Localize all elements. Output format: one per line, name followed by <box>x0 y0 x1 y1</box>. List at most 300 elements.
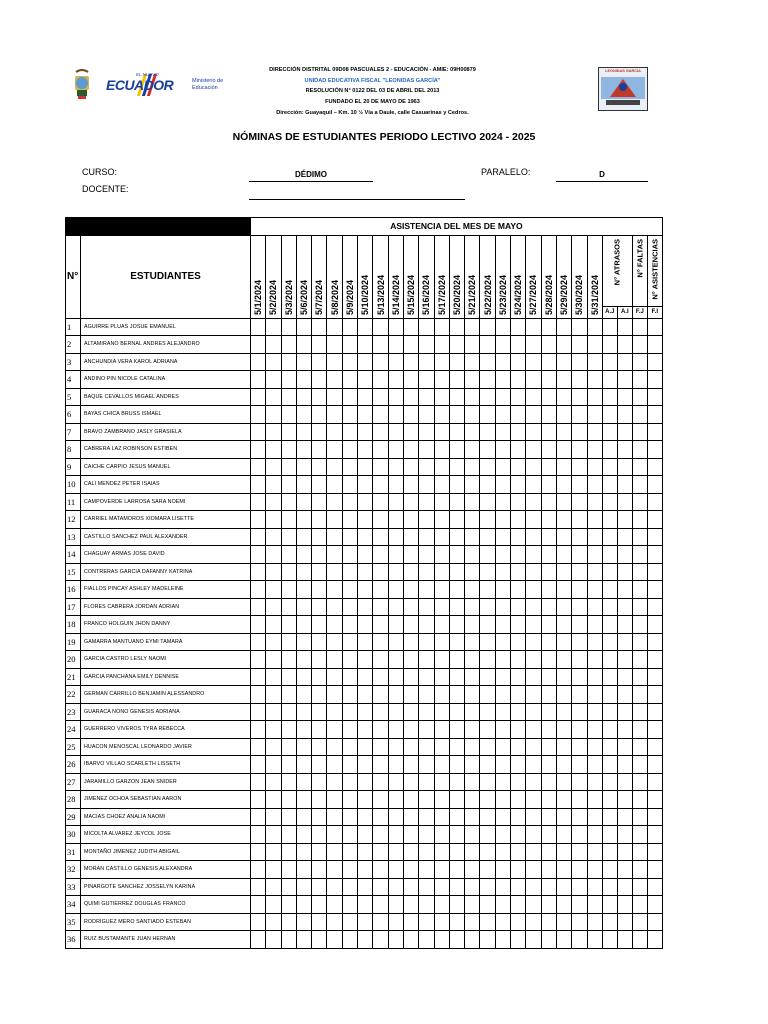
attendance-cell[interactable] <box>541 703 556 721</box>
attendance-cell[interactable] <box>511 581 526 599</box>
attendance-cell[interactable] <box>266 808 281 826</box>
attendance-cell[interactable] <box>465 458 480 476</box>
attendance-cell[interactable] <box>434 826 449 844</box>
attendance-cell[interactable] <box>358 528 373 546</box>
attendance-cell[interactable] <box>541 406 556 424</box>
summary-cell[interactable] <box>632 633 647 651</box>
attendance-cell[interactable] <box>587 511 602 529</box>
attendance-cell[interactable] <box>572 493 587 511</box>
attendance-cell[interactable] <box>480 511 495 529</box>
attendance-cell[interactable] <box>358 896 373 914</box>
attendance-cell[interactable] <box>541 493 556 511</box>
summary-cell[interactable] <box>632 668 647 686</box>
attendance-cell[interactable] <box>587 633 602 651</box>
attendance-cell[interactable] <box>526 633 541 651</box>
attendance-cell[interactable] <box>327 493 342 511</box>
attendance-cell[interactable] <box>556 896 571 914</box>
attendance-cell[interactable] <box>281 388 296 406</box>
attendance-cell[interactable] <box>526 441 541 459</box>
attendance-cell[interactable] <box>342 773 357 791</box>
attendance-cell[interactable] <box>312 791 327 809</box>
attendance-cell[interactable] <box>296 458 311 476</box>
summary-cell[interactable] <box>602 878 617 896</box>
attendance-cell[interactable] <box>526 388 541 406</box>
attendance-cell[interactable] <box>419 458 434 476</box>
attendance-cell[interactable] <box>373 738 388 756</box>
attendance-cell[interactable] <box>327 616 342 634</box>
attendance-cell[interactable] <box>327 896 342 914</box>
attendance-cell[interactable] <box>511 563 526 581</box>
attendance-cell[interactable] <box>358 563 373 581</box>
attendance-cell[interactable] <box>526 931 541 949</box>
attendance-cell[interactable] <box>556 738 571 756</box>
summary-cell[interactable] <box>647 756 662 774</box>
attendance-cell[interactable] <box>373 633 388 651</box>
attendance-cell[interactable] <box>388 353 403 371</box>
summary-cell[interactable] <box>647 773 662 791</box>
attendance-cell[interactable] <box>495 633 510 651</box>
attendance-cell[interactable] <box>572 633 587 651</box>
summary-cell[interactable] <box>632 861 647 879</box>
attendance-cell[interactable] <box>556 563 571 581</box>
attendance-cell[interactable] <box>465 896 480 914</box>
attendance-cell[interactable] <box>541 511 556 529</box>
attendance-cell[interactable] <box>296 773 311 791</box>
attendance-cell[interactable] <box>327 336 342 354</box>
attendance-cell[interactable] <box>526 563 541 581</box>
attendance-cell[interactable] <box>403 651 418 669</box>
attendance-cell[interactable] <box>587 458 602 476</box>
attendance-cell[interactable] <box>572 598 587 616</box>
attendance-cell[interactable] <box>572 318 587 336</box>
attendance-cell[interactable] <box>434 668 449 686</box>
attendance-cell[interactable] <box>587 388 602 406</box>
summary-cell[interactable] <box>632 441 647 459</box>
attendance-cell[interactable] <box>419 318 434 336</box>
summary-cell[interactable] <box>602 861 617 879</box>
attendance-cell[interactable] <box>403 441 418 459</box>
attendance-cell[interactable] <box>327 721 342 739</box>
attendance-cell[interactable] <box>373 913 388 931</box>
summary-cell[interactable] <box>617 808 632 826</box>
attendance-cell[interactable] <box>296 318 311 336</box>
attendance-cell[interactable] <box>327 458 342 476</box>
attendance-cell[interactable] <box>465 336 480 354</box>
attendance-cell[interactable] <box>526 528 541 546</box>
attendance-cell[interactable] <box>358 773 373 791</box>
attendance-cell[interactable] <box>556 458 571 476</box>
attendance-cell[interactable] <box>312 336 327 354</box>
attendance-cell[interactable] <box>296 843 311 861</box>
attendance-cell[interactable] <box>296 563 311 581</box>
attendance-cell[interactable] <box>327 756 342 774</box>
attendance-cell[interactable] <box>480 458 495 476</box>
attendance-cell[interactable] <box>266 511 281 529</box>
attendance-cell[interactable] <box>587 563 602 581</box>
attendance-cell[interactable] <box>266 843 281 861</box>
attendance-cell[interactable] <box>281 598 296 616</box>
summary-cell[interactable] <box>617 861 632 879</box>
summary-cell[interactable] <box>602 353 617 371</box>
attendance-cell[interactable] <box>251 826 266 844</box>
summary-cell[interactable] <box>647 423 662 441</box>
attendance-cell[interactable] <box>587 423 602 441</box>
attendance-cell[interactable] <box>358 756 373 774</box>
attendance-cell[interactable] <box>434 336 449 354</box>
attendance-cell[interactable] <box>251 791 266 809</box>
attendance-cell[interactable] <box>251 756 266 774</box>
attendance-cell[interactable] <box>556 441 571 459</box>
attendance-cell[interactable] <box>281 616 296 634</box>
attendance-cell[interactable] <box>281 861 296 879</box>
attendance-cell[interactable] <box>572 458 587 476</box>
summary-cell[interactable] <box>602 896 617 914</box>
attendance-cell[interactable] <box>587 616 602 634</box>
summary-cell[interactable] <box>617 353 632 371</box>
attendance-cell[interactable] <box>495 598 510 616</box>
attendance-cell[interactable] <box>419 511 434 529</box>
attendance-cell[interactable] <box>281 651 296 669</box>
attendance-cell[interactable] <box>296 371 311 389</box>
attendance-cell[interactable] <box>312 493 327 511</box>
attendance-cell[interactable] <box>266 703 281 721</box>
attendance-cell[interactable] <box>587 686 602 704</box>
attendance-cell[interactable] <box>373 598 388 616</box>
attendance-cell[interactable] <box>587 703 602 721</box>
summary-cell[interactable] <box>617 791 632 809</box>
attendance-cell[interactable] <box>312 598 327 616</box>
attendance-cell[interactable] <box>511 896 526 914</box>
attendance-cell[interactable] <box>556 598 571 616</box>
attendance-cell[interactable] <box>572 738 587 756</box>
attendance-cell[interactable] <box>434 563 449 581</box>
summary-cell[interactable] <box>617 581 632 599</box>
summary-cell[interactable] <box>602 668 617 686</box>
attendance-cell[interactable] <box>587 756 602 774</box>
attendance-cell[interactable] <box>251 686 266 704</box>
attendance-cell[interactable] <box>495 353 510 371</box>
attendance-cell[interactable] <box>572 861 587 879</box>
attendance-cell[interactable] <box>251 878 266 896</box>
attendance-cell[interactable] <box>419 861 434 879</box>
attendance-cell[interactable] <box>449 633 464 651</box>
attendance-cell[interactable] <box>388 721 403 739</box>
attendance-cell[interactable] <box>388 773 403 791</box>
summary-cell[interactable] <box>647 458 662 476</box>
attendance-cell[interactable] <box>358 703 373 721</box>
attendance-cell[interactable] <box>556 581 571 599</box>
summary-cell[interactable] <box>602 563 617 581</box>
attendance-cell[interactable] <box>373 756 388 774</box>
attendance-cell[interactable] <box>373 931 388 949</box>
attendance-cell[interactable] <box>587 843 602 861</box>
summary-cell[interactable] <box>647 738 662 756</box>
attendance-cell[interactable] <box>449 843 464 861</box>
attendance-cell[interactable] <box>419 598 434 616</box>
attendance-cell[interactable] <box>312 738 327 756</box>
attendance-cell[interactable] <box>388 336 403 354</box>
attendance-cell[interactable] <box>266 896 281 914</box>
attendance-cell[interactable] <box>434 721 449 739</box>
attendance-cell[interactable] <box>526 598 541 616</box>
attendance-cell[interactable] <box>572 686 587 704</box>
attendance-cell[interactable] <box>465 441 480 459</box>
attendance-cell[interactable] <box>281 318 296 336</box>
summary-cell[interactable] <box>602 406 617 424</box>
summary-cell[interactable] <box>647 808 662 826</box>
summary-cell[interactable] <box>647 931 662 949</box>
attendance-cell[interactable] <box>266 913 281 931</box>
attendance-cell[interactable] <box>358 371 373 389</box>
attendance-cell[interactable] <box>266 756 281 774</box>
attendance-cell[interactable] <box>511 861 526 879</box>
attendance-cell[interactable] <box>312 686 327 704</box>
attendance-cell[interactable] <box>526 476 541 494</box>
attendance-cell[interactable] <box>480 756 495 774</box>
summary-cell[interactable] <box>617 598 632 616</box>
attendance-cell[interactable] <box>587 406 602 424</box>
attendance-cell[interactable] <box>511 441 526 459</box>
attendance-cell[interactable] <box>572 931 587 949</box>
attendance-cell[interactable] <box>541 441 556 459</box>
summary-cell[interactable] <box>602 511 617 529</box>
attendance-cell[interactable] <box>296 756 311 774</box>
attendance-cell[interactable] <box>572 808 587 826</box>
summary-cell[interactable] <box>602 528 617 546</box>
summary-cell[interactable] <box>602 581 617 599</box>
attendance-cell[interactable] <box>587 353 602 371</box>
attendance-cell[interactable] <box>465 371 480 389</box>
attendance-cell[interactable] <box>541 738 556 756</box>
attendance-cell[interactable] <box>312 458 327 476</box>
attendance-cell[interactable] <box>480 773 495 791</box>
attendance-cell[interactable] <box>511 353 526 371</box>
attendance-cell[interactable] <box>296 896 311 914</box>
attendance-cell[interactable] <box>266 406 281 424</box>
attendance-cell[interactable] <box>266 773 281 791</box>
attendance-cell[interactable] <box>526 756 541 774</box>
attendance-cell[interactable] <box>526 878 541 896</box>
attendance-cell[interactable] <box>495 808 510 826</box>
attendance-cell[interactable] <box>281 931 296 949</box>
attendance-cell[interactable] <box>373 493 388 511</box>
attendance-cell[interactable] <box>312 756 327 774</box>
attendance-cell[interactable] <box>449 703 464 721</box>
attendance-cell[interactable] <box>281 703 296 721</box>
attendance-cell[interactable] <box>495 931 510 949</box>
attendance-cell[interactable] <box>358 808 373 826</box>
attendance-cell[interactable] <box>388 546 403 564</box>
attendance-cell[interactable] <box>251 336 266 354</box>
summary-cell[interactable] <box>602 458 617 476</box>
attendance-cell[interactable] <box>449 738 464 756</box>
attendance-cell[interactable] <box>511 721 526 739</box>
summary-cell[interactable] <box>602 493 617 511</box>
attendance-cell[interactable] <box>296 598 311 616</box>
attendance-cell[interactable] <box>480 686 495 704</box>
attendance-cell[interactable] <box>449 756 464 774</box>
summary-cell[interactable] <box>632 563 647 581</box>
attendance-cell[interactable] <box>403 336 418 354</box>
attendance-cell[interactable] <box>388 371 403 389</box>
attendance-cell[interactable] <box>296 878 311 896</box>
attendance-cell[interactable] <box>419 896 434 914</box>
attendance-cell[interactable] <box>419 826 434 844</box>
attendance-cell[interactable] <box>296 808 311 826</box>
summary-cell[interactable] <box>632 913 647 931</box>
attendance-cell[interactable] <box>541 686 556 704</box>
attendance-cell[interactable] <box>373 686 388 704</box>
attendance-cell[interactable] <box>556 686 571 704</box>
attendance-cell[interactable] <box>403 896 418 914</box>
summary-cell[interactable] <box>647 826 662 844</box>
attendance-cell[interactable] <box>342 738 357 756</box>
attendance-cell[interactable] <box>434 738 449 756</box>
summary-cell[interactable] <box>617 721 632 739</box>
attendance-cell[interactable] <box>342 563 357 581</box>
attendance-cell[interactable] <box>327 371 342 389</box>
attendance-cell[interactable] <box>526 686 541 704</box>
attendance-cell[interactable] <box>495 423 510 441</box>
attendance-cell[interactable] <box>403 406 418 424</box>
attendance-cell[interactable] <box>388 563 403 581</box>
attendance-cell[interactable] <box>251 616 266 634</box>
attendance-cell[interactable] <box>434 791 449 809</box>
attendance-cell[interactable] <box>296 651 311 669</box>
attendance-cell[interactable] <box>388 843 403 861</box>
attendance-cell[interactable] <box>403 721 418 739</box>
attendance-cell[interactable] <box>312 528 327 546</box>
attendance-cell[interactable] <box>281 808 296 826</box>
attendance-cell[interactable] <box>281 668 296 686</box>
attendance-cell[interactable] <box>495 528 510 546</box>
summary-cell[interactable] <box>632 336 647 354</box>
attendance-cell[interactable] <box>296 388 311 406</box>
attendance-cell[interactable] <box>373 563 388 581</box>
attendance-cell[interactable] <box>449 563 464 581</box>
attendance-cell[interactable] <box>358 388 373 406</box>
attendance-cell[interactable] <box>434 546 449 564</box>
attendance-cell[interactable] <box>572 773 587 791</box>
attendance-cell[interactable] <box>434 896 449 914</box>
attendance-cell[interactable] <box>449 318 464 336</box>
attendance-cell[interactable] <box>296 423 311 441</box>
attendance-cell[interactable] <box>541 791 556 809</box>
attendance-cell[interactable] <box>434 371 449 389</box>
attendance-cell[interactable] <box>449 913 464 931</box>
attendance-cell[interactable] <box>587 493 602 511</box>
attendance-cell[interactable] <box>296 721 311 739</box>
attendance-cell[interactable] <box>358 931 373 949</box>
attendance-cell[interactable] <box>480 423 495 441</box>
summary-cell[interactable] <box>602 388 617 406</box>
attendance-cell[interactable] <box>388 493 403 511</box>
attendance-cell[interactable] <box>449 721 464 739</box>
attendance-cell[interactable] <box>388 931 403 949</box>
attendance-cell[interactable] <box>541 668 556 686</box>
summary-cell[interactable] <box>632 353 647 371</box>
attendance-cell[interactable] <box>449 826 464 844</box>
attendance-cell[interactable] <box>419 441 434 459</box>
attendance-cell[interactable] <box>388 458 403 476</box>
attendance-cell[interactable] <box>587 598 602 616</box>
summary-cell[interactable] <box>617 826 632 844</box>
attendance-cell[interactable] <box>403 598 418 616</box>
attendance-cell[interactable] <box>327 406 342 424</box>
attendance-cell[interactable] <box>342 598 357 616</box>
attendance-cell[interactable] <box>327 826 342 844</box>
attendance-cell[interactable] <box>541 388 556 406</box>
summary-cell[interactable] <box>602 633 617 651</box>
attendance-cell[interactable] <box>403 546 418 564</box>
attendance-cell[interactable] <box>465 598 480 616</box>
summary-cell[interactable] <box>632 511 647 529</box>
attendance-cell[interactable] <box>495 878 510 896</box>
attendance-cell[interactable] <box>526 353 541 371</box>
attendance-cell[interactable] <box>587 336 602 354</box>
attendance-cell[interactable] <box>587 668 602 686</box>
attendance-cell[interactable] <box>572 476 587 494</box>
summary-cell[interactable] <box>632 388 647 406</box>
attendance-cell[interactable] <box>526 843 541 861</box>
summary-cell[interactable] <box>602 756 617 774</box>
summary-cell[interactable] <box>647 686 662 704</box>
attendance-cell[interactable] <box>296 668 311 686</box>
attendance-cell[interactable] <box>373 406 388 424</box>
attendance-cell[interactable] <box>281 843 296 861</box>
attendance-cell[interactable] <box>373 651 388 669</box>
attendance-cell[interactable] <box>358 511 373 529</box>
summary-cell[interactable] <box>602 598 617 616</box>
summary-cell[interactable] <box>617 563 632 581</box>
attendance-cell[interactable] <box>541 563 556 581</box>
summary-cell[interactable] <box>617 878 632 896</box>
attendance-cell[interactable] <box>342 528 357 546</box>
attendance-cell[interactable] <box>342 913 357 931</box>
attendance-cell[interactable] <box>480 808 495 826</box>
attendance-cell[interactable] <box>419 581 434 599</box>
attendance-cell[interactable] <box>556 318 571 336</box>
summary-cell[interactable] <box>617 336 632 354</box>
attendance-cell[interactable] <box>296 581 311 599</box>
attendance-cell[interactable] <box>526 808 541 826</box>
attendance-cell[interactable] <box>449 528 464 546</box>
attendance-cell[interactable] <box>465 651 480 669</box>
attendance-cell[interactable] <box>373 668 388 686</box>
attendance-cell[interactable] <box>434 318 449 336</box>
attendance-cell[interactable] <box>434 528 449 546</box>
attendance-cell[interactable] <box>281 913 296 931</box>
summary-cell[interactable] <box>647 651 662 669</box>
summary-cell[interactable] <box>617 843 632 861</box>
attendance-cell[interactable] <box>541 476 556 494</box>
summary-cell[interactable] <box>617 913 632 931</box>
summary-cell[interactable] <box>617 493 632 511</box>
attendance-cell[interactable] <box>388 668 403 686</box>
attendance-cell[interactable] <box>251 896 266 914</box>
summary-cell[interactable] <box>617 546 632 564</box>
summary-cell[interactable] <box>617 388 632 406</box>
attendance-cell[interactable] <box>511 476 526 494</box>
attendance-cell[interactable] <box>296 931 311 949</box>
attendance-cell[interactable] <box>342 878 357 896</box>
attendance-cell[interactable] <box>251 441 266 459</box>
attendance-cell[interactable] <box>449 791 464 809</box>
attendance-cell[interactable] <box>312 581 327 599</box>
attendance-cell[interactable] <box>511 913 526 931</box>
attendance-cell[interactable] <box>251 353 266 371</box>
attendance-cell[interactable] <box>373 476 388 494</box>
